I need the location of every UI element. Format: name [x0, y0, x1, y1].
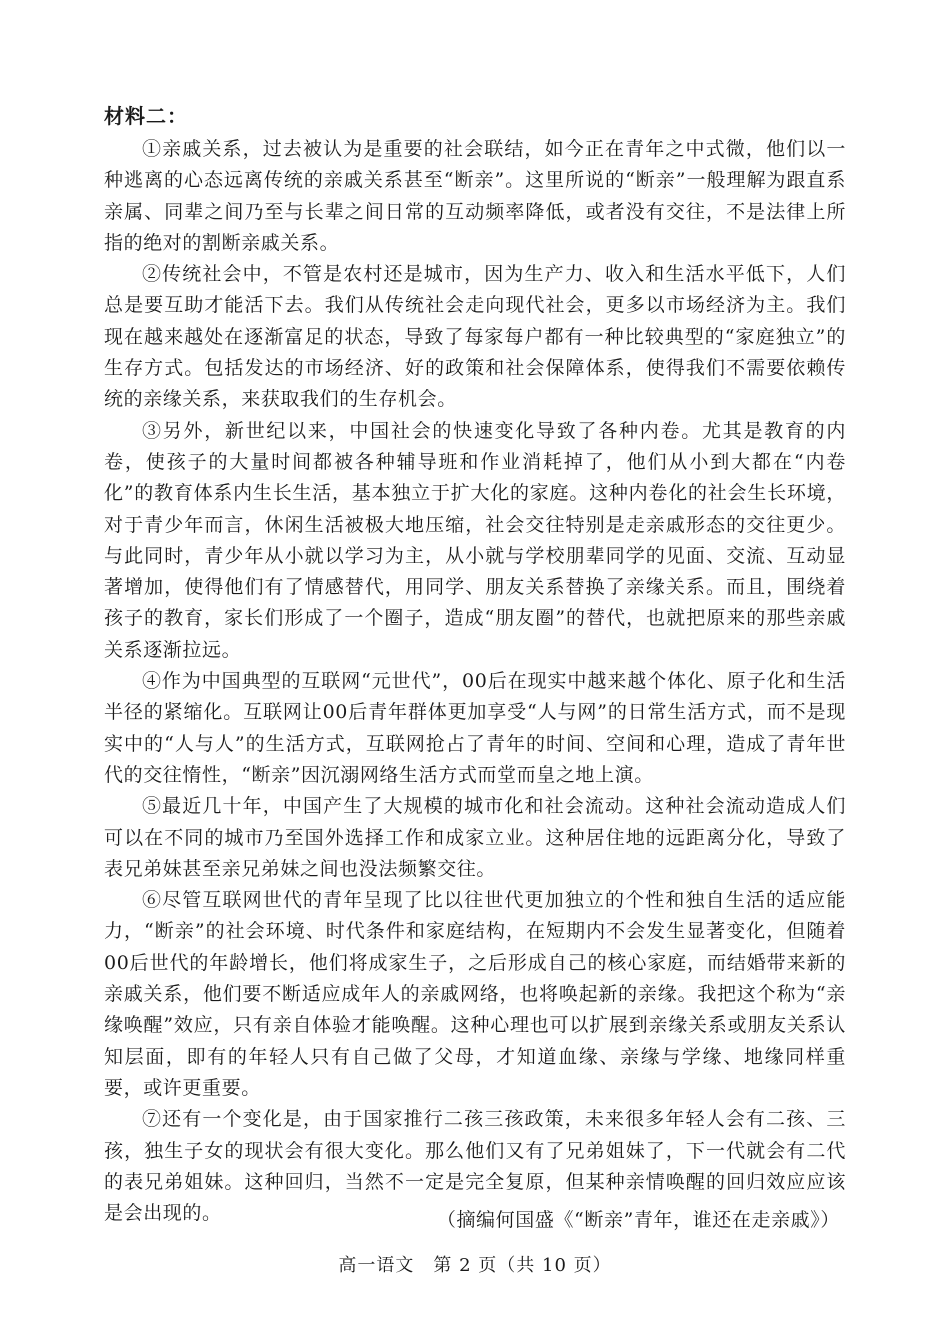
paragraph-6: ⑥尽管互联网世代的青年呈现了比以往世代更加独立的个性和独自生活的适应能力，“断亲”的社会环境、时代条件和家庭结构，在短期内不会发生显著变化，但随着00后世代的年龄增长，他们将成家生子，之后形成自己的核心家庭，而结婚带来新的亲戚关系，他们要不断适应成年人的亲戚网络，也将唤起新的亲缘。我把这个称为“亲缘唤醒”效应，只有亲自体验才能唤醒。这种心理也可以扩展到亲缘关系或朋友关系认知层面，即有的年轻人只有自己做了父母，才知道血缘、亲缘与学缘、地缘同样重要，或许更重要。: [104, 889, 846, 1099]
paragraph-3: ③另外，新世纪以来，中国社会的快速变化导致了各种内卷。尤其是教育的内卷，使孩子的大量时间都被各种辅导班和作业消耗掉了，他们从小到大都在“内卷化”的教育体系内生长生活，基本独立于扩大化的家庭。这种内卷化的社会生长环境，对于青少年而言，休闲生活被极大地压缩，社会交往特别是走亲戚形态的交往更少。与此同时，青少年从小就以学习为主，从小就与学校朋辈同学的见面、交流、互动显著增加，使得他们有了情感替代，用同学、朋友关系替换了亲缘关系。而且，围绕着孩子的教育，家长们形成了一个圈子，造成“朋友圈”的替代，也就把原来的那些亲戚关系逐渐拉远。: [104, 419, 846, 661]
paragraph-7: ⑦还有一个变化是，由于国家推行二孩三孩政策，未来很多年轻人会有二孩、三孩，独生子女的现状会有很大变化。那么他们又有了兄弟姐妹了，下一代就会有二代的表兄弟姐妹。这种回归，当然不一定是完全复原，但某种亲情唤醒的回归效应应该是会出现的。: [104, 1108, 846, 1225]
paragraph-4: ④作为中国典型的互联网“元世代”，00后在现实中越来越个体化、原子化和生活半径的紧缩化。互联网让00后青年群体更加享受“人与网”的日常生活方式，而不是现实中的“人与人”的生活方式，互联网抢占了青年的时间、空间和心理，造成了青年世代的交往惰性，“断亲”因沉溺网络生活方式而堂而皇之地上演。: [104, 670, 846, 786]
paragraph-2: ②传统社会中，不管是农村还是城市，因为生产力、收入和生活水平低下，人们总是要互助才能活下去。我们从传统社会走向现代社会，更多以市场经济为主。我们现在越来越处在逐渐富足的状态，导致了每家每户都有一种比较典型的“家庭独立”的生存方式。包括发达的市场经济、好的政策和社会保障体系，使得我们不需要依赖传统的亲缘关系，来获取我们的生存机会。: [104, 263, 846, 411]
article-body: [104, 134, 846, 1229]
page-footer: 高一语文 第 2 页（共 10 页）: [338, 1255, 612, 1276]
paragraph-1: ①亲戚关系，过去被认为是重要的社会联结，如今正在青年之中式微，他们以一种逃离的心态远离传统的亲戚关系甚至“断亲”。这里所说的“断亲”一般理解为跟直系亲属、同辈之间乃至与长辈之间日常的互动频率降低，或者没有交往，不是法律上所指的绝对的割断亲戚关系。: [104, 138, 846, 254]
source-citation: （摘编何国盛《“断亲”青年，谁还在走亲戚》）: [436, 1209, 840, 1231]
material-heading: 材料二：: [104, 104, 188, 128]
paragraph-5: ⑤最近几十年，中国产生了大规模的城市化和社会流动。这种社会流动造成人们可以在不同的城市乃至国外选择工作和成家立业。这种居住地的远距离分化，导致了表兄弟妹甚至亲兄弟妹之间也没法频繁交往。: [104, 795, 846, 880]
